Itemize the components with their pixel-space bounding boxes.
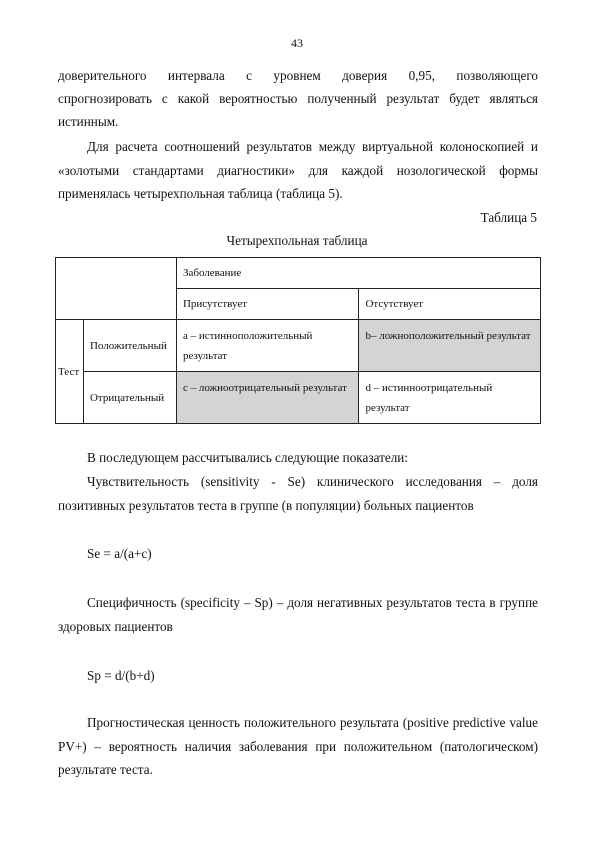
page-number: 43 xyxy=(291,36,303,50)
table-row xyxy=(56,372,541,424)
formula-specificity: Sp = d/(b+d) xyxy=(87,668,155,683)
paragraph-indicators: В последующем рассчитывались следующие показатели: xyxy=(87,450,409,465)
table-row xyxy=(56,320,541,372)
table-label: Таблица 5 xyxy=(480,210,537,225)
row-header-negative: Отрицательный xyxy=(83,372,176,424)
intro-line-3: истинным. xyxy=(58,114,119,129)
paragraph-sensitivity: Чувствительность (sensitivity - Se) клинического исследования – доля позитивных результатов теста в группе (в популяции) больных пациентов xyxy=(58,474,538,513)
intro-line-1: доверительного интервала с уровнем доверия 0,95, позволяющего xyxy=(58,68,538,83)
header-disease: Заболевание xyxy=(176,258,540,289)
fourfold-table xyxy=(55,257,541,424)
formula-sensitivity: Se = a/(a+c) xyxy=(87,546,152,561)
cell-d: d – истинноотрицательный результат xyxy=(359,372,541,424)
paragraph-fourfold-table-intro: Для расчета соотношений результатов между виртуальной колоноскопией и «золотыми стандартами диагностики» для каждой нозологической формы применялась четырехпольная таблица (таблица 5). xyxy=(58,139,538,201)
table-row xyxy=(56,258,541,289)
table-title: Четырехпольная таблица xyxy=(226,233,368,248)
intro-line-2: спрогнозировать с какой вероятностью полученный результат будет являться xyxy=(58,91,538,106)
paragraph-specificity: Специфичность (specificity – Sp) – доля негативных результатов теста в группе здоровых пациентов xyxy=(58,595,538,634)
row-header-positive: Положительный xyxy=(83,320,176,372)
cell-b: b– ложноположительный результат xyxy=(359,320,541,372)
header-present: Присутствует xyxy=(176,289,359,320)
row-header-test: Тест xyxy=(56,320,84,424)
paragraph-predictive-value: Прогностическая ценность положительного результата (positive predictive value PV+) – вероятность наличия заболевания при положительном (патологическом) результате теста. xyxy=(58,715,538,777)
header-absent: Отсутствует xyxy=(359,289,541,320)
table-corner-cell xyxy=(56,258,177,320)
cell-a: a – истинноположительный результат xyxy=(176,320,359,372)
cell-c: c – ложноотрицательный результат xyxy=(176,372,359,424)
